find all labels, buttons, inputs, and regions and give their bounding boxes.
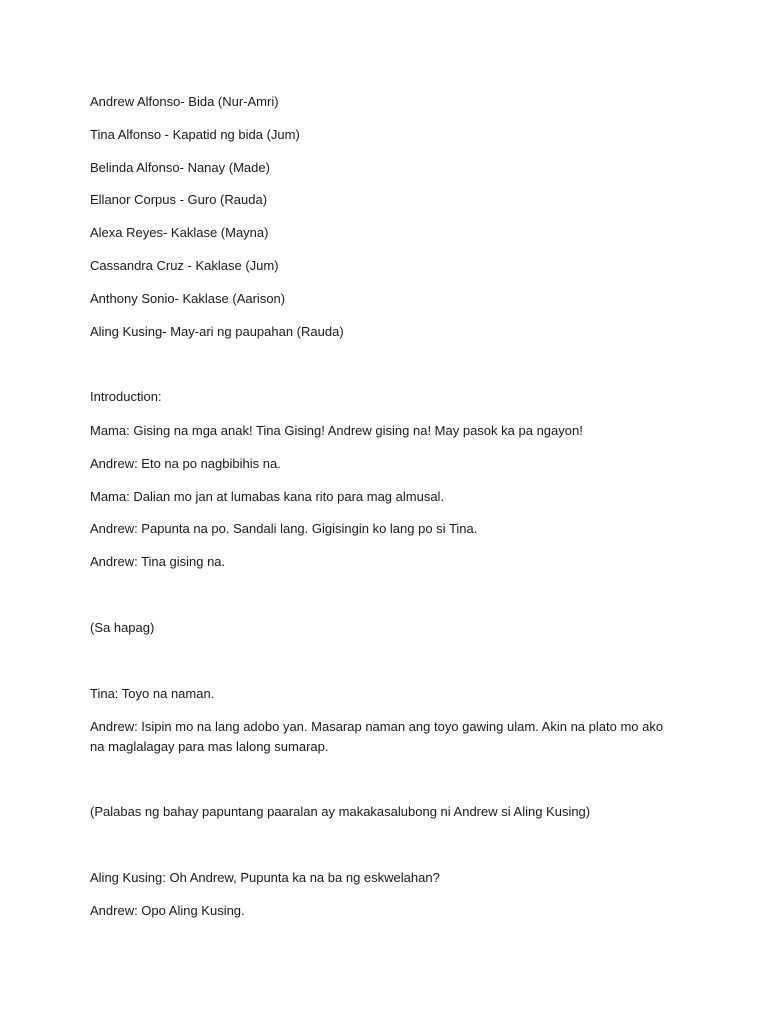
dialogue-line: Andrew: Eto na po nagbibihis na.: [90, 456, 281, 471]
dialogue-line: Aling Kusing: Oh Andrew, Pupunta ka na ba ng eskwelahan?: [90, 870, 440, 885]
cast-line: Anthony Sonio- Kaklase (Aarison): [90, 291, 286, 306]
cast-line: Andrew Alfonso- Bida (Nur-Amri): [90, 94, 279, 109]
section-heading: Introduction:: [90, 389, 162, 404]
stage-direction: (Palabas ng bahay papuntang paaralan ay makakasalubong ni Andrew si Aling Kusing): [90, 804, 591, 819]
cast-line: Tina Alfonso - Kapatid ng bida (Jum): [90, 127, 300, 142]
cast-line: Alexa Reyes- Kaklase (Mayna): [90, 225, 269, 240]
dialogue-line: Andrew: Papunta na po. Sandali lang. Gigisingin ko lang po si Tina.: [90, 521, 478, 536]
cast-line: Aling Kusing- May-ari ng paupahan (Rauda): [90, 324, 344, 339]
stage-direction: (Sa hapag): [90, 620, 155, 635]
cast-line: Cassandra Cruz - Kaklase (Jum): [90, 258, 279, 273]
dialogue-line: Andrew: Isipin mo na lang adobo yan. Masarap naman ang toyo gawing ulam. Akin na plato mo ako na maglalagay para mas lalong sumarap.: [90, 719, 664, 754]
dialogue-line: Mama: Gising na mga anak! Tina Gising! Andrew gising na! May pasok ka pa ngayon!: [90, 423, 583, 438]
cast-line: Belinda Alfonso- Nanay (Made): [90, 160, 270, 175]
cast-line: Ellanor Corpus - Guro (Rauda): [90, 192, 268, 207]
dialogue-line: Mama: Dalian mo jan at lumabas kana rito para mag almusal.: [90, 489, 445, 504]
dialogue-line: Andrew: Opo Aling Kusing.: [90, 903, 245, 918]
dialogue-line: Tina: Toyo na naman.: [90, 686, 215, 701]
dialogue-line: Andrew: Tina gising na.: [90, 554, 226, 569]
